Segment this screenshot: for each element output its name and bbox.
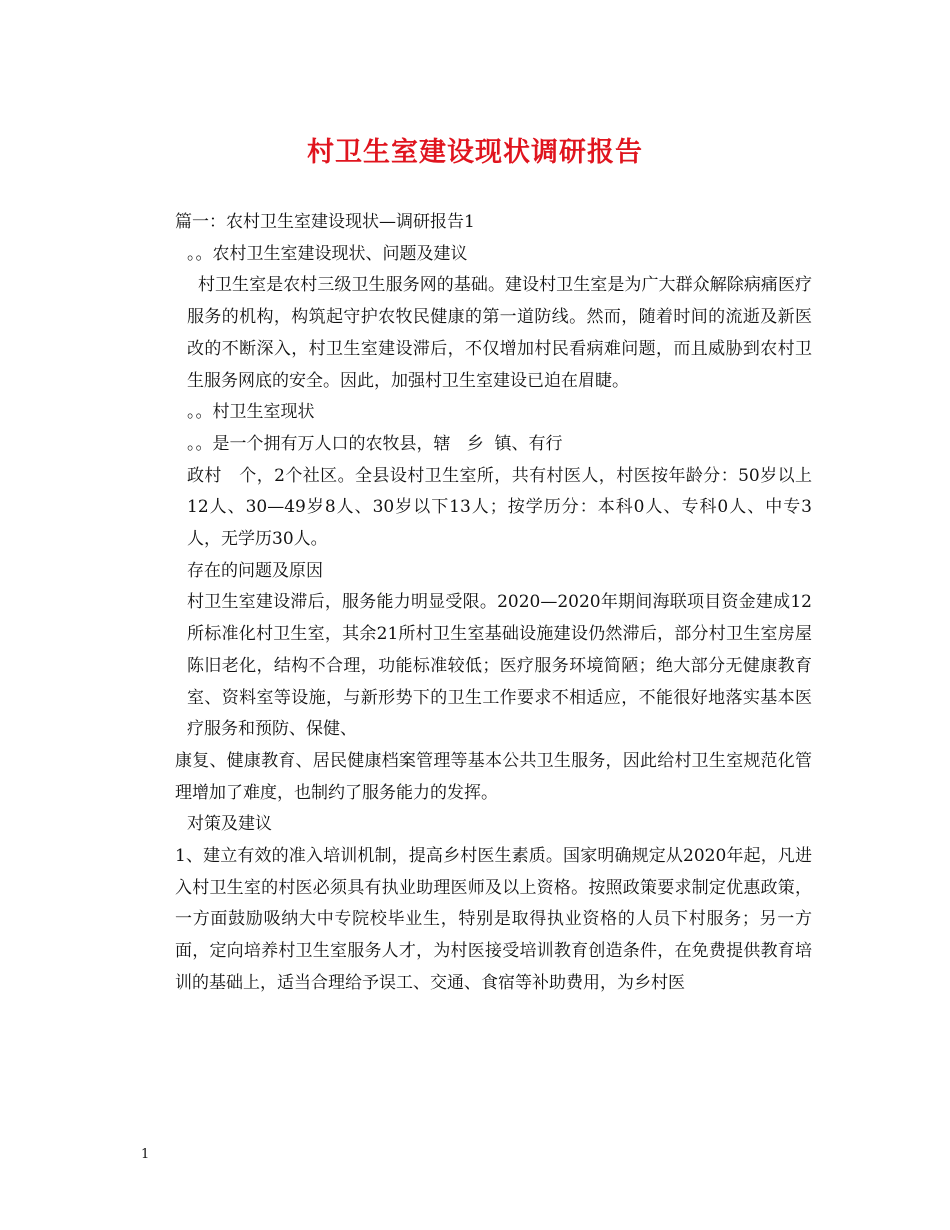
paragraph-measure-1: 1、建立有效的准入培训机制，提高乡村医生素质。国家明确规定从2020年起，凡进入村卫生室的村医必须具有执业助理医师及以上资格。按照政策要求制定优惠政策，一方面鼓励吸纳大中专院校毕业生，特别是取得执业资格的人员下村服务；另一方面，定向培养村卫生室服务人才，为村医接受培训教育创造条件，在免费提供教育培训的基础上，适当合理给予误工、交通、食宿等补助费用，为乡村医 — [175, 846, 812, 993]
paragraph-status-heading: 。。村卫生室现状 — [187, 402, 315, 423]
paragraph-subheading: 。。农村卫生室建设现状、问题及建议 — [187, 243, 468, 264]
document-body — [140, 207, 812, 1000]
paragraph-statistics: 政村 个，2个社区。全县设村卫生室所，共有村医人，村医按年龄分：50岁以上12人、30—49岁8人、30岁以下13人；按学历分：本科0人、专科0人、中专3人，无学历30人。 — [187, 465, 812, 550]
paragraph-problems-continued: 康复、健康教育、居民健康档案管理等基本公共卫生服务，因此给村卫生室规范化管理增加了难度，也制约了服务能力的发挥。 — [175, 750, 812, 803]
paragraph-intro: 村卫生室是农村三级卫生服务网的基础。建设村卫生室是为广大群众解除病痛医疗服务的机构，构筑起守护农牧民健康的第一道防线。然而，随着时间的流逝及新医改的不断深入，村卫生室建设滞后，不仅增加村民看病难问题，而且威胁到农村卫生服务网底的安全。因此，加强村卫生室建设已迫在眉睫。 — [187, 275, 813, 391]
paragraph-problems: 村卫生室建设滞后，服务能力明显受限。2020—2020年期间海联项目资金建成12所标准化村卫生室，其余21所村卫生室基础设施建设仍然滞后，部分村卫生室房屋陈旧老化，结构不合理，功能标准较低；医疗服务环境简陋；绝大部分无健康教育室、资料室等设施，与新形势下的卫生工作要求不相适应，不能很好地落实基本医疗服务和预防、保健、 — [187, 592, 812, 740]
paragraph-problems-heading: 存在的问题及原因 — [187, 560, 323, 581]
paragraph-section-heading: 篇一：农村卫生室建设现状—调研报告1 — [175, 212, 475, 232]
paragraph-measures-heading: 对策及建议 — [187, 814, 272, 835]
paragraph-county-line: 。。是一个拥有万人口的农牧县，辖 乡 镇、有行 — [187, 433, 563, 454]
page-number: 1 — [141, 1147, 150, 1162]
document-title: 村卫生室建设现状调研报告 — [307, 137, 643, 168]
